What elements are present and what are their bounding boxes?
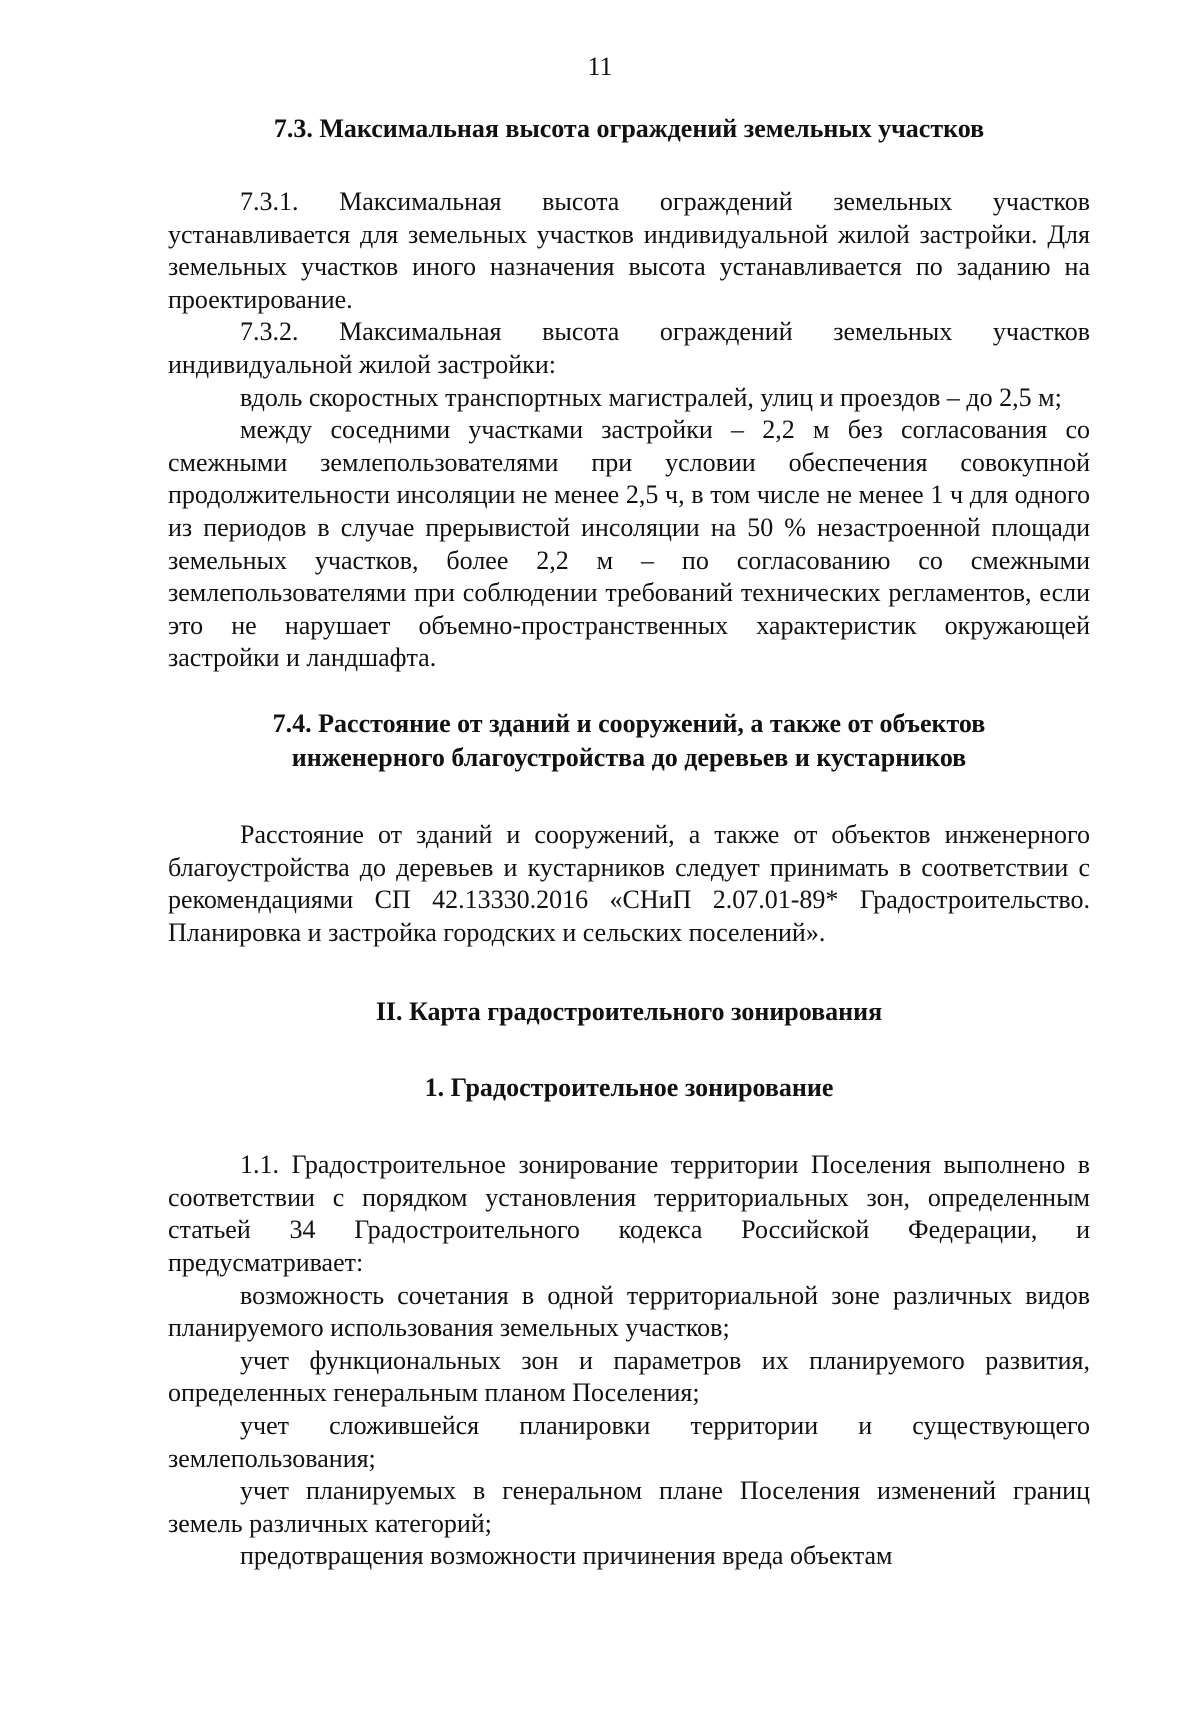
- section-7-4-heading-line2: инженерного благоустройства до деревьев и кустарников: [291, 742, 967, 772]
- paragraph-1-1: 1.1. Градостроительное зонирование территории Поселения выполнено в соответствии с порядком установления территориальных зон, определенным статьей 34 Градостроительного кодекса Российской Федерации, и предусматривает:: [168, 1150, 1090, 1278]
- paragraph-1-1-item-a: возможность сочетания в одной территориальной зоне различных видов планируемого использования земельных участков;: [168, 1280, 1090, 1343]
- section-7-4-heading-line1: 7.4. Расстояние от зданий и сооружений, а также от объектов: [272, 708, 986, 738]
- document-body: [168, 112, 1090, 1573]
- paragraph-7-3-2-item-a: вдоль скоростных транспортных магистралей, улиц и проездов – до 2,5 м;: [240, 382, 1062, 412]
- paragraph-7-3-1: 7.3.1. Максимальная высота ограждений земельных участков устанавливается для земельных участков индивидуальной жилой застройки. Для земельных участков иного назначения высота устанавливается по заданию на проектирование.: [168, 187, 1090, 314]
- paragraph-1-1-item-c: учет сложившейся планировки территории и существующего землепользования;: [168, 1411, 1090, 1473]
- part-2-heading: II. Карта градостроительного зонирования: [375, 997, 883, 1027]
- paragraph-1-1-item-d: учет планируемых в генеральном плане Поселения изменений границ земель различных категорий;: [168, 1476, 1090, 1538]
- section-7-3-heading: 7.3. Максимальная высота ограждений земельных участков: [273, 114, 985, 143]
- paragraph-1-1-item-b: учет функциональных зон и параметров их планируемого развития, определенных генеральным планом Поселения;: [168, 1345, 1090, 1408]
- paragraph-1-1-item-e: предотвращения возможности причинения вреда объектам: [240, 1541, 893, 1571]
- paragraph-7-3-2-item-b: между соседними участками застройки – 2,2 м без согласования со смежными землепользователями при условии обеспечения совокупной продолжительности инсоляции не менее 2,5 ч, в том числе не менее 1 ч для одного из периодов в случае прерывистой инсоляции на 50 % незастроенной площади земельных участков, более 2,2 м – по согласованию со смежными землепользователями при соблюдении требований технических регламентов, если это не нарушает объемно-пространственных характеристик окружающей застройки и ландшафта.: [168, 415, 1090, 673]
- paragraph-7-3-2: 7.3.2. Максимальная высота ограждений земельных участков индивидуальной жилой застройки:: [168, 317, 1090, 379]
- section-1-heading: 1. Градостроительное зонирование: [424, 1073, 834, 1103]
- page-number: 11: [587, 52, 613, 81]
- paragraph-7-4: Расстояние от зданий и сооружений, а также от объектов инженерного благоустройства до деревьев и кустарников следует принимать в соответствии с рекомендациями СП 42.13330.2016 «СНиП 2.07.01-89* Градостроительство. Планировка и застройка городских и сельских поселений».: [168, 819, 1090, 947]
